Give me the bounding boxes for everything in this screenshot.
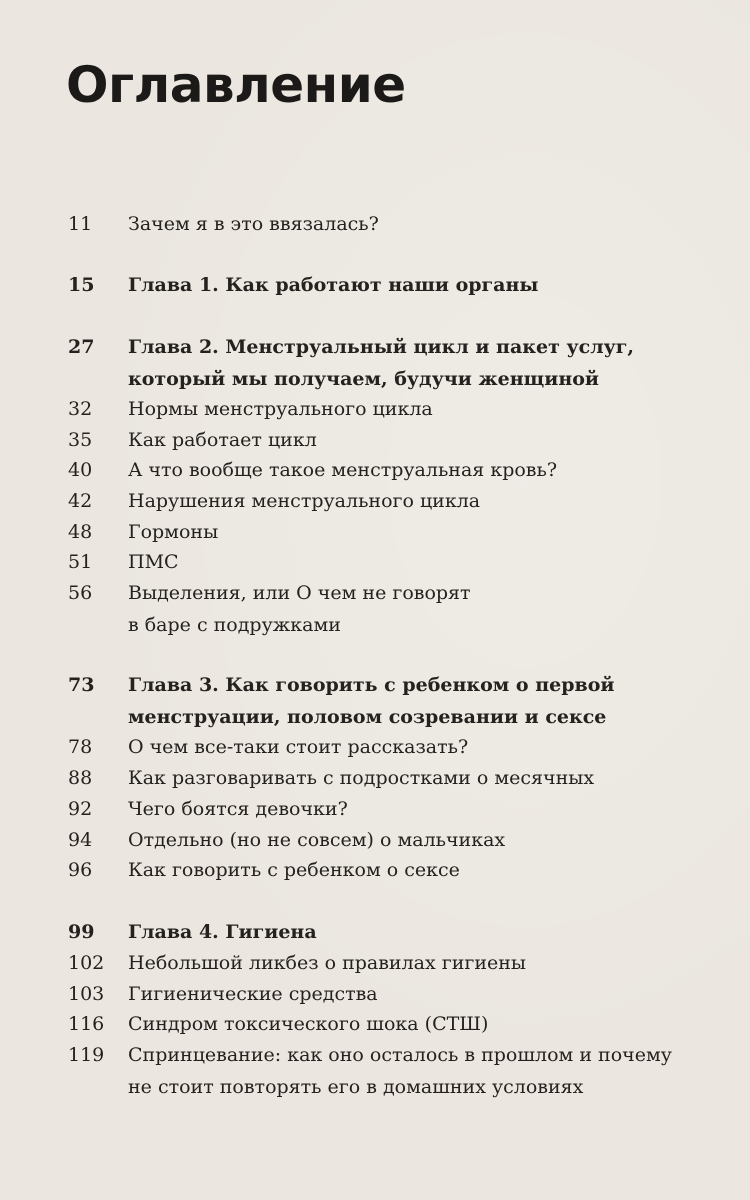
toc-title-line: Чего боятся девочки?: [128, 798, 348, 820]
toc-page-number: 116: [68, 1013, 105, 1035]
toc-title-line: Нарушения менструального цикла: [128, 490, 481, 512]
toc-title-line: Зачем я в это ввязалась?: [128, 213, 379, 235]
toc-page-number: 102: [68, 952, 105, 974]
toc-page-number: 40: [68, 459, 93, 481]
toc-entry: [68, 763, 708, 795]
toc-page-number: 15: [68, 274, 95, 296]
toc-title-line: Как говорить с ребенком о сексе: [128, 859, 460, 881]
toc-entry-preface: [68, 209, 708, 241]
toc-page-number: 99: [68, 921, 95, 943]
toc-entry: [68, 486, 708, 518]
toc-entry-chapter-3: [68, 670, 708, 733]
toc-page-number: 94: [68, 829, 93, 851]
toc-title-line: не стоит повторять его в домашних условиях: [128, 1075, 584, 1098]
toc-page-number: 88: [68, 767, 93, 789]
toc-page-number: 11: [68, 213, 93, 235]
toc-entry: [68, 455, 708, 487]
toc-page-number: 32: [68, 398, 93, 420]
page-title: Оглавление: [66, 56, 406, 114]
toc-entry: [68, 547, 708, 579]
toc-title-line: Нормы менструального цикла: [128, 398, 433, 420]
toc-entry: [68, 1009, 708, 1041]
toc-entry: [68, 1040, 708, 1103]
toc-entry: [68, 979, 708, 1011]
toc-title-line: менструации, половом созревании и сексе: [128, 705, 607, 728]
toc-title-line: ПМС: [128, 551, 179, 573]
toc-page-number: 73: [68, 674, 95, 696]
toc-page-number: 42: [68, 490, 93, 512]
toc-entry: [68, 425, 708, 457]
toc-page-number: 103: [68, 983, 105, 1005]
toc-title-line: А что вообще такое менструальная кровь?: [128, 459, 558, 481]
toc-title-line: который мы получаем, будучи женщиной: [128, 367, 600, 390]
toc-entry: [68, 732, 708, 764]
toc-entry-chapter-1: [68, 270, 708, 302]
toc-title-line: Как работает цикл: [128, 429, 317, 451]
toc-page-number: 35: [68, 429, 93, 451]
toc-title-line: Отдельно (но не совсем) о мальчиках: [128, 829, 506, 851]
toc-entry-chapter-2: [68, 332, 708, 395]
toc-entry: [68, 855, 708, 887]
toc-title-line: О чем все-таки стоит рассказать?: [128, 736, 469, 758]
toc-page-number: 27: [68, 336, 95, 358]
toc-title-line: Гигиенические средства: [128, 983, 378, 1005]
toc-title-line: Глава 1. Как работают наши органы: [128, 274, 539, 296]
toc-title-line: Синдром токсического шока (СТШ): [128, 1013, 489, 1035]
toc-title-line: Небольшой ликбез о правилах гигиены: [128, 952, 527, 974]
toc-entry: [68, 825, 708, 857]
toc-title-line: Глава 2. Менструальный цикл и пакет услуг,: [128, 336, 635, 358]
toc-title-line: Глава 4. Гигиена: [128, 921, 317, 943]
toc-title-line: Как разговаривать с подростками о месячных: [128, 767, 595, 789]
toc-page-number: 51: [68, 551, 93, 573]
toc-entry: [68, 578, 708, 641]
toc-entry: [68, 394, 708, 426]
toc-entry: [68, 794, 708, 826]
toc-page-number: 56: [68, 582, 93, 604]
toc-title-line: Спринцевание: как оно осталось в прошлом и почему: [128, 1044, 672, 1066]
toc-page-number: 96: [68, 859, 93, 881]
toc-page-number: 78: [68, 736, 93, 758]
toc-title-line: Гормоны: [128, 521, 219, 543]
toc-title-line: Выделения, или О чем не говорят: [128, 582, 471, 604]
toc-page-number: 48: [68, 521, 93, 543]
toc-entry: [68, 517, 708, 549]
toc-title-line: в баре с подружками: [128, 613, 341, 636]
toc-entry-chapter-4: [68, 917, 708, 949]
toc-entry: [68, 948, 708, 980]
toc-page-number: 119: [68, 1044, 105, 1066]
toc-title-line: Глава 3. Как говорить с ребенком о первой: [128, 674, 615, 696]
toc-page-number: 92: [68, 798, 93, 820]
